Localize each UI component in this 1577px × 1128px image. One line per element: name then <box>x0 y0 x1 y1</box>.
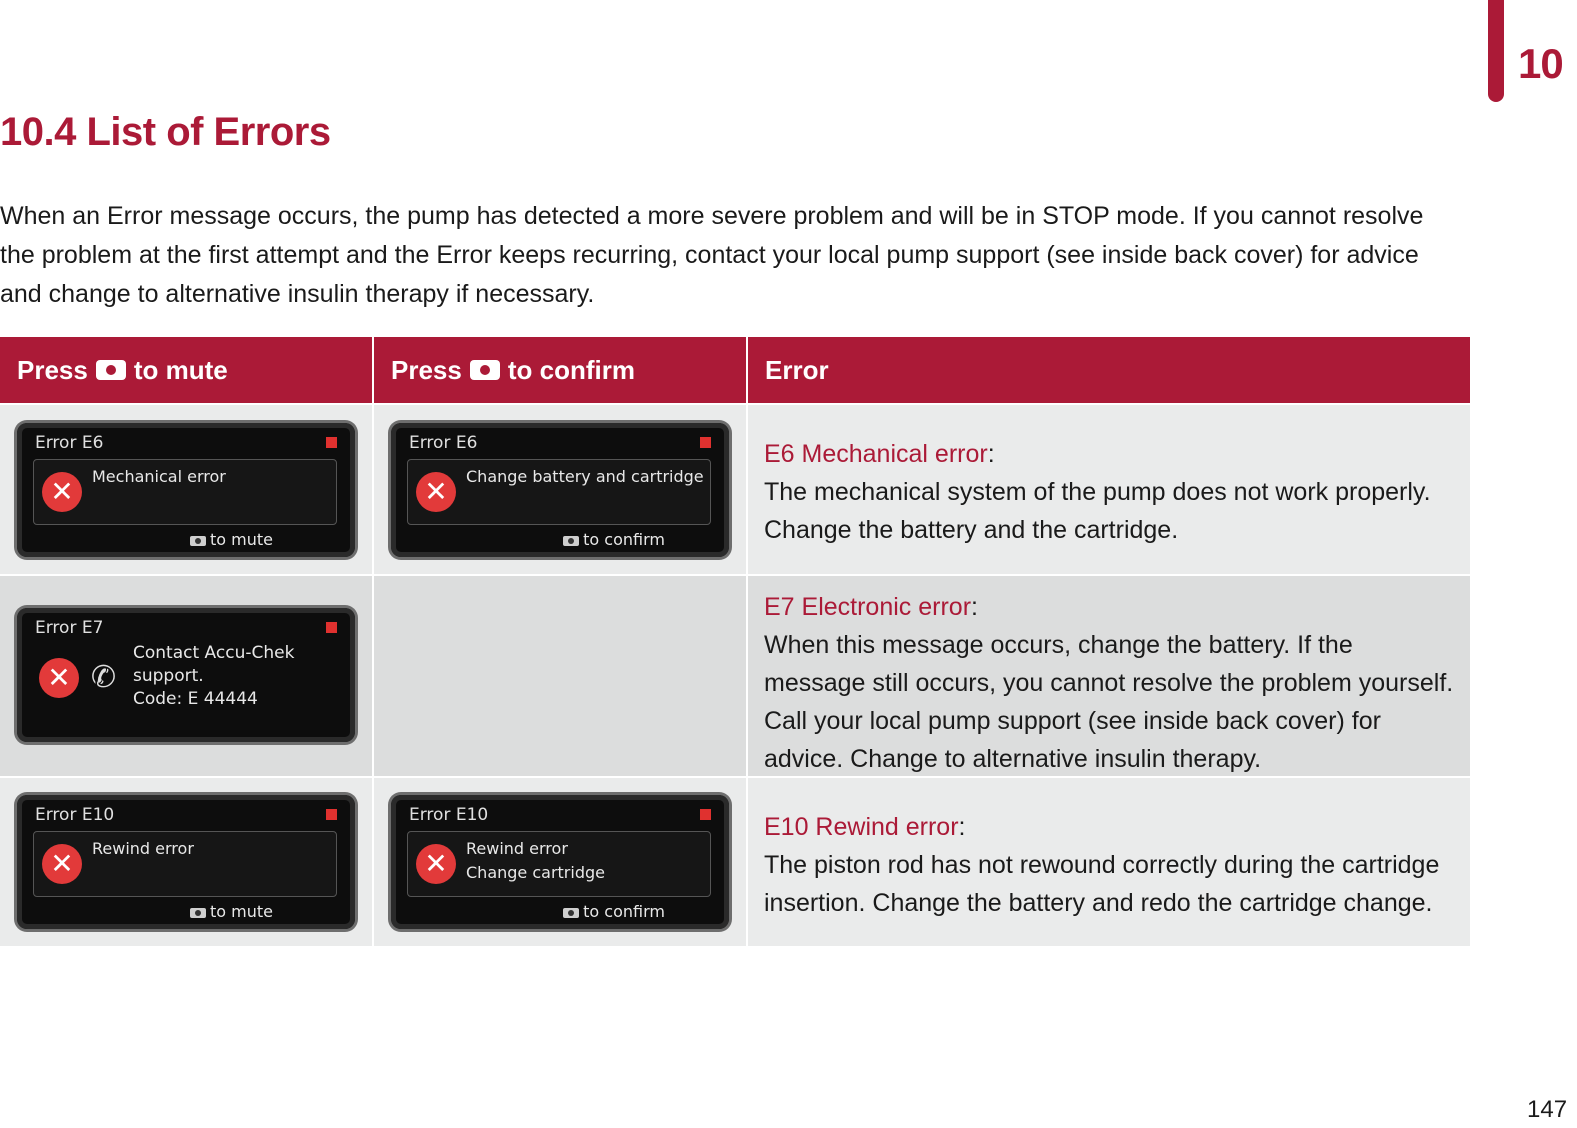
header-error <box>748 337 1470 403</box>
screen-footer-label: to mute <box>210 902 273 921</box>
pump-button-icon <box>563 908 579 918</box>
error-title: E7 Electronic error <box>764 593 972 621</box>
pump-button-icon <box>190 536 206 546</box>
error-description: The mechanical system of the pump does not work properly. Change the battery and the cartridge. <box>764 478 1431 544</box>
header-label: to mute <box>133 354 228 385</box>
error-title: E6 Mechanical error <box>764 440 988 468</box>
table-row <box>0 574 1470 776</box>
screen-message-line: Code: E 44444 <box>133 689 258 709</box>
screen-message-box <box>33 831 337 897</box>
table-row <box>0 776 1470 946</box>
confirm-screen-cell-empty <box>374 576 748 776</box>
pump-button-icon <box>96 360 126 380</box>
screen-message-line: Contact Accu-Chek <box>133 643 295 663</box>
header-press-to-mute <box>0 337 374 403</box>
error-x-icon: ✕ <box>416 472 456 512</box>
table-row <box>0 403 1470 574</box>
screen-footer <box>190 530 273 549</box>
pump-button-icon <box>563 536 579 546</box>
header-label: to confirm <box>507 354 635 385</box>
screen-footer <box>563 530 665 549</box>
pump-button-icon <box>470 360 500 380</box>
screen-message-line: Change cartridge <box>466 863 605 882</box>
screen-message <box>133 642 294 711</box>
status-led-icon <box>700 437 711 448</box>
screen-message-box <box>33 459 337 525</box>
pump-screen <box>391 795 729 929</box>
screen-footer <box>190 902 273 921</box>
status-led-icon <box>326 437 337 448</box>
error-title: E10 Rewind error <box>764 813 959 841</box>
chapter-marker-bar <box>1488 0 1504 102</box>
pump-button-icon <box>190 908 206 918</box>
status-led-icon <box>326 622 337 633</box>
screen-heading: Error E10 <box>35 805 115 825</box>
screen-footer <box>563 902 665 921</box>
header-label: Press <box>17 354 88 385</box>
screen-message: Change battery and cartridge <box>466 467 704 486</box>
intro-paragraph: When an Error message occurs, the pump has detected a more severe problem and will be in STOP mode. If you cannot resolve the problem at the first attempt and the Error keeps recurring, contact your local pump support (see inside back cover) for advice and change to alternative insulin therapy if necessary. <box>0 202 1424 308</box>
error-description: The piston rod has not rewound correctly during the cartridge insertion. Change the battery and redo the cartridge change. <box>764 851 1440 917</box>
screen-heading: Error E6 <box>409 433 478 453</box>
screen-heading: Error E6 <box>35 433 104 453</box>
screen-footer-label: to confirm <box>583 902 665 921</box>
header-press-to-confirm <box>374 337 748 403</box>
screen-message-box <box>407 459 711 525</box>
pump-screen <box>17 608 355 742</box>
screen-message-line: support. <box>133 666 204 686</box>
confirm-screen-cell <box>374 405 748 574</box>
header-label: Press <box>391 354 462 385</box>
error-description-cell <box>748 405 1470 574</box>
screen-message-box <box>407 831 711 897</box>
error-table <box>0 337 1470 946</box>
chapter-number: 10 <box>1518 40 1563 87</box>
screen-footer-label: to mute <box>210 530 273 549</box>
screen-message: Rewind error <box>92 839 194 858</box>
screen-message-box <box>33 644 337 728</box>
status-led-icon <box>326 809 337 820</box>
header-label: Error <box>765 354 829 385</box>
error-x-icon: ✕ <box>39 658 79 698</box>
error-x-icon: ✕ <box>42 844 82 884</box>
error-x-icon: ✕ <box>416 844 456 884</box>
error-title-colon: : <box>971 593 978 621</box>
mute-screen-cell <box>0 405 374 574</box>
mute-screen-cell <box>0 778 374 946</box>
screen-heading: Error E7 <box>35 618 104 638</box>
screen-message-line: Rewind error <box>466 839 568 858</box>
error-description-cell <box>748 576 1470 776</box>
error-x-icon: ✕ <box>42 472 82 512</box>
screen-footer-label: to confirm <box>583 530 665 549</box>
error-title-colon: : <box>958 813 966 841</box>
error-title-colon: : <box>987 440 995 468</box>
page-title: 10.4 List of Errors <box>0 110 331 154</box>
error-description: When this message occurs, change the battery. If the message still occurs, you cannot resolve the problem yourself. Call your local pump support (see inside back cover) for advice. Change to alternative insulin therapy. <box>764 631 1454 773</box>
screen-heading: Error E10 <box>409 805 489 825</box>
phone-icon: ✆ <box>91 660 117 695</box>
status-led-icon <box>700 809 711 820</box>
page-number: 147 <box>1527 1096 1568 1123</box>
pump-screen <box>391 423 729 557</box>
pump-screen <box>17 795 355 929</box>
table-header <box>0 337 1470 403</box>
screen-message <box>466 837 605 885</box>
screen-message: Mechanical error <box>92 467 226 486</box>
pump-screen <box>17 423 355 557</box>
confirm-screen-cell <box>374 778 748 946</box>
mute-screen-cell <box>0 576 374 776</box>
error-description-cell <box>748 778 1470 946</box>
